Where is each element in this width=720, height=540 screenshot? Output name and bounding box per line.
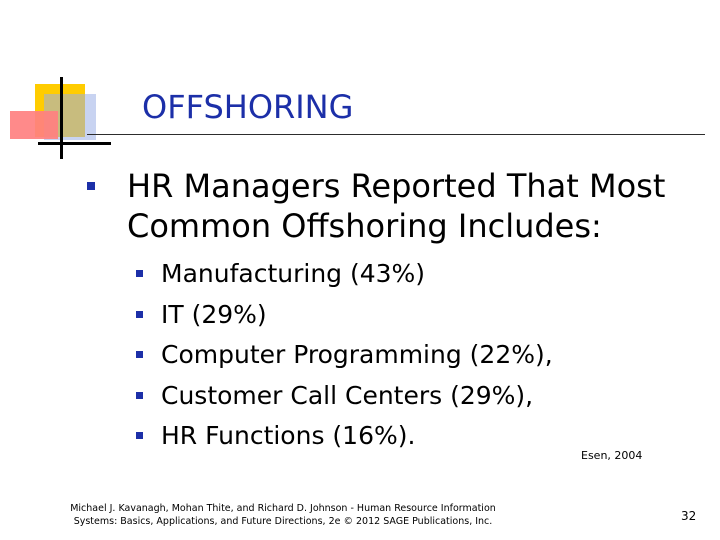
sub-bullet-marker: [136, 432, 143, 439]
main-bullet-marker: [87, 182, 95, 190]
page-number: 32: [681, 509, 697, 523]
sub-bullet-text: Computer Programming (22%),: [161, 340, 553, 369]
sub-bullet-marker: [136, 351, 143, 358]
footer-line: Systems: Basics, Applications, and Future Directions, 2e © 2012 SAGE Publications, Inc.: [73, 516, 493, 527]
slide-title: OFFSHORING: [142, 88, 354, 126]
decorative-red-square: [10, 111, 58, 139]
sub-bullet-text: HR Functions (16%).: [161, 421, 416, 450]
sub-bullet-marker: [136, 270, 143, 277]
sub-bullet-marker: [136, 311, 143, 318]
sub-bullet-text: Customer Call Centers (29%),: [161, 380, 534, 410]
sub-bullet-text: Manufacturing (43%): [161, 259, 426, 288]
sub-bullet-text: IT (29%): [161, 299, 267, 329]
footer-credit: [58, 502, 508, 528]
main-bullet-text: HR Managers Reported That Most Common Offshoring Includes:: [127, 167, 666, 245]
sub-bullet-marker: [136, 392, 143, 399]
citation: Esen, 2004: [581, 449, 643, 462]
decorative-vertical-line: [60, 77, 63, 159]
footer-line: Michael J. Kavanagh, Mohan Thite, and Richard D. Johnson - Human Resource Information: [70, 503, 496, 514]
title-underline: [87, 134, 705, 135]
decorative-horizontal-line: [38, 142, 111, 145]
